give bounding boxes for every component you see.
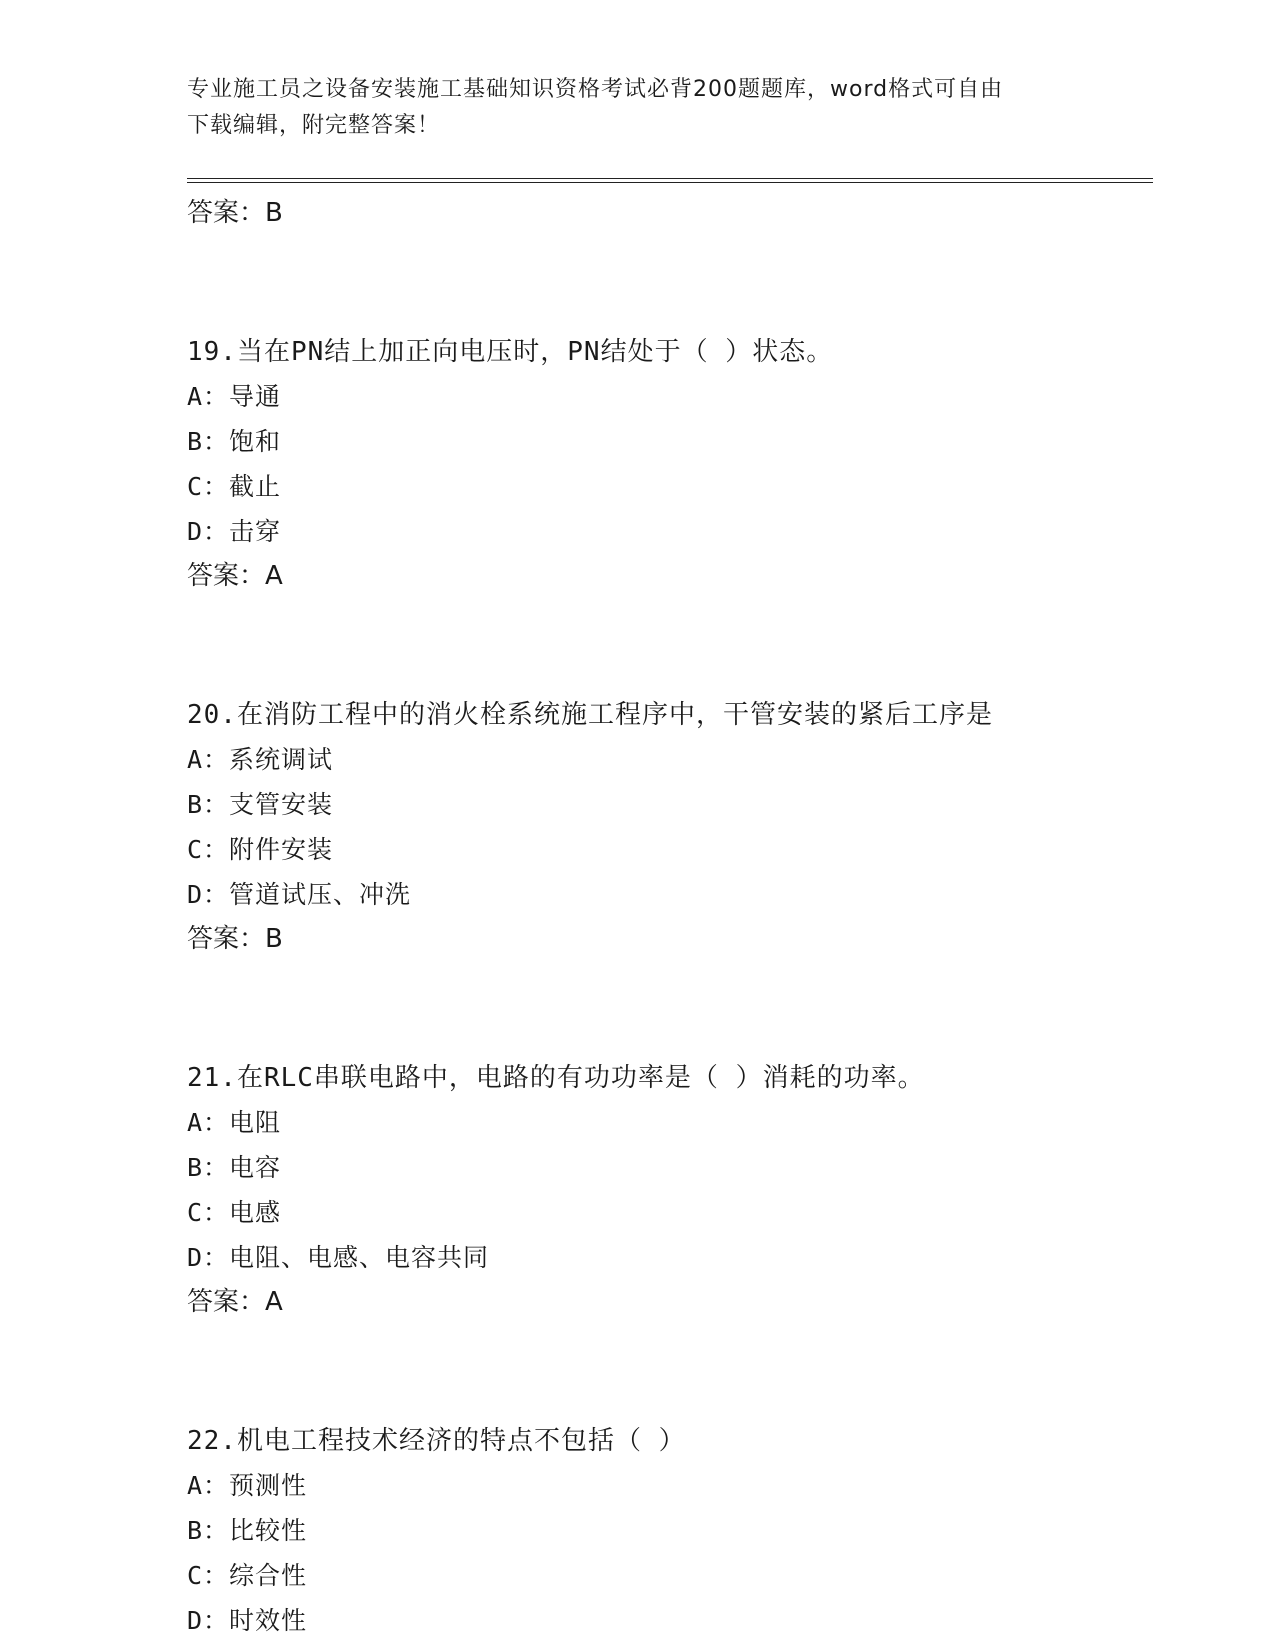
option-a: A：电阻 — [187, 1108, 282, 1137]
option-b: B：电容 — [187, 1153, 282, 1182]
answer-18: 答案：B — [187, 198, 283, 228]
header-divider — [187, 178, 1153, 183]
question-22 — [187, 1419, 1153, 1643]
question-21 — [187, 1056, 1153, 1324]
answer-20: 答案：B — [187, 924, 283, 954]
option-d: D：管道试压、冲洗 — [187, 880, 412, 909]
option-d: D：电阻、电感、电容共同 — [187, 1243, 490, 1272]
question-list — [187, 191, 1153, 1643]
answer-21: 答案：A — [187, 1287, 283, 1317]
option-c: C：电感 — [187, 1198, 282, 1227]
option-c: C：附件安装 — [187, 835, 334, 864]
option-b: B：支管安装 — [187, 790, 334, 819]
option-a: A：预测性 — [187, 1471, 308, 1500]
question-19 — [187, 330, 1153, 598]
option-a: A：导通 — [187, 382, 282, 411]
header-line-1: 专业施工员之设备安装施工基础知识资格考试必背200题题库，word格式可自由 — [187, 77, 1004, 102]
option-b: B：比较性 — [187, 1516, 308, 1545]
option-d: D：击穿 — [187, 517, 282, 546]
option-c: C：综合性 — [187, 1561, 308, 1590]
question-text: 20.在消防工程中的消火栓系统施工程序中，干管安装的紧后工序是 — [187, 700, 993, 730]
answer-19: 答案：A — [187, 561, 283, 591]
header-line-2: 下载编辑，附完整答案！ — [187, 113, 441, 138]
option-d: D：时效性 — [187, 1606, 308, 1635]
option-a: A：系统调试 — [187, 745, 334, 774]
question-text: 19.当在PN结上加正向电压时，PN结处于（ ）状态。 — [187, 337, 834, 367]
document-header — [187, 72, 1087, 144]
option-b: B：饱和 — [187, 427, 282, 456]
question-text: 21.在RLC串联电路中，电路的有功功率是（ ）消耗的功率。 — [187, 1063, 925, 1093]
question-text: 22.机电工程技术经济的特点不包括（ ） — [187, 1426, 686, 1456]
option-c: C：截止 — [187, 472, 282, 501]
question-20 — [187, 693, 1153, 961]
